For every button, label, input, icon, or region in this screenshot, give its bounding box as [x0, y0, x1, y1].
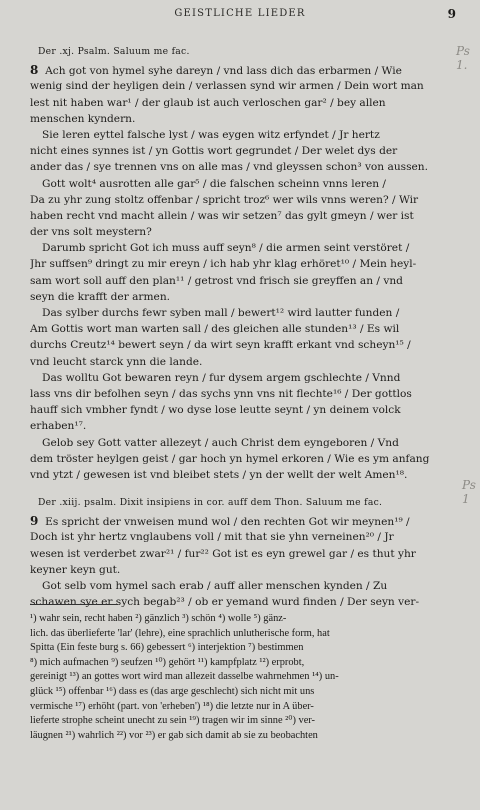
text-line: Gott wolt⁴ ausrotten alle gar⁵ / die falschen scheinn vnns leren /	[42, 177, 386, 190]
text-line: Got selb vom hymel sach erab / auff aller menschen kynden / Zu	[42, 580, 388, 593]
hymn-number: 9	[30, 514, 39, 529]
text-line: Das sylber durchs fewr syben mall / bewert¹² wird lautter funden /	[42, 307, 400, 320]
running-head: GEISTLICHE LIEDER	[174, 8, 306, 19]
text-line: Sie leren eyttel falsche lyst / was eygen witz erfyndet / Jr hertz	[42, 128, 380, 141]
footnote-line: ¹) wahr sein, recht haben ²) gänzlich ³) schön ⁴) wolle ⁵) gänz-	[30, 613, 287, 624]
text-line: seyn die krafft der armen.	[30, 290, 171, 303]
text-line: wesen ist verderbet zwar²¹ / fur²² Got ist es eyn grewel gar / es thut yhr	[30, 547, 416, 560]
footnote-line: lieferte strophe scheint unecht zu sein ¹⁹) tragen wir im sinne ²⁰) ver-	[30, 715, 316, 727]
text-line: Da zu yhr zung stoltz offenbar / spricht troz⁶ wer wils vnns weren? / Wir	[30, 193, 419, 206]
text-line: nicht eines synnes ist / yn Gottis wort gegrundet / Der welet dys der	[30, 145, 398, 158]
text-line: keyner keyn gut.	[30, 563, 121, 576]
footnote-rule	[30, 604, 118, 605]
text-line: schawen sye er sych begab²³ / ob er yemand wurd finden / Der seyn ver-	[30, 596, 420, 609]
text-line: Darumb spricht Got ich muss auff seyn⁸ / die armen seint verstöret /	[42, 242, 410, 255]
text-line: haben recht vnd macht allein / was wir setzen⁷ das gylt gmeyn / wer ist	[30, 209, 414, 222]
footnote-line: gereinigt ¹³) an gottes wort wird man allezeit dasselbe wahrnehmen ¹⁴) un-	[30, 671, 339, 683]
psalm-title: Der .xiij. psalm. Dixit insipiens in cor. auff dem Thon. Saluum me fac.	[38, 497, 383, 509]
hymn-number: 8	[30, 63, 39, 78]
text-line: Doch ist yhr hertz vnglaubens voll / mit that sie yhn verneinen²⁰ / Jr	[30, 531, 394, 544]
footnote-line: läugnen ²¹) wahrlich ²²) vor ²³) er gab sich damit ab sie zu beobachten	[30, 729, 318, 741]
text-line: 8 Ach got von hymel syhe dareyn / vnd lass dich das erbarmen / Wie	[30, 63, 402, 78]
page-header	[0, 8, 480, 24]
psalm-title: Der .xj. Psalm. Saluum me fac.	[38, 46, 190, 57]
text-line: vnd leucht starck ynn die lande.	[30, 355, 203, 368]
text-line: 9 Es spricht der vnweisen mund wol / den rechten Got wir meynen¹⁹ /	[30, 514, 410, 529]
footnote-line: ⁸) mich aufmachen ⁹) seufzen ¹⁰) gehört ¹¹) kampfplatz ¹²) erprobt,	[30, 656, 305, 668]
text-line: hauff sich vmbher fyndt / wo dyse lose leutte seynt / yn deinem volck	[30, 404, 401, 417]
text-line: erhaben¹⁷.	[30, 420, 87, 433]
page-number: 9	[447, 7, 456, 21]
text-line: menschen kyndern.	[30, 112, 136, 125]
text-line: Gelob sey Gott vatter allezeyt / auch Christ dem eyngeboren / Vnd	[42, 436, 399, 449]
text-line: lass vns dir befolhen seyn / das sychs ynn vns nit flechte¹⁶ / Der gottlos	[30, 387, 412, 400]
text-line: ander das / sye trennen vns on alle mas / vnd gleyssen schon³ von aussen.	[30, 161, 428, 174]
footnote-line: glück ¹⁵) offenbar ¹⁶) dass es (das arge geschlecht) sich nicht mit uns	[30, 685, 315, 697]
footnote-line: lich. das überlieferte 'lar' (lehre), eine sprachlich unlutherische form, hat	[30, 627, 330, 639]
text-line: lest nit haben war¹ / der glaub ist auch verloschen gar² / bey allen	[30, 96, 386, 109]
footnotes	[30, 612, 456, 743]
text-line: durchs Creutz¹⁴ bewert seyn / da wirt seyn krafft erkant vnd scheyn¹⁵ /	[30, 339, 411, 352]
margin-note-1: Ps 1.	[456, 44, 470, 72]
text-line: Jhr suffsen⁹ dringt zu mir ereyn / ich hab yhr klag erhöret¹⁰ / Mein heyl-	[30, 258, 417, 271]
footnote-line: vermische ¹⁷) erhöht (part. von 'erheben') ¹⁸) die letzte nur in A über-	[30, 700, 314, 712]
main-text	[30, 44, 456, 610]
text-line: wenig sind der heyligen dein / verlassen synd wir armen / Dein wort man	[30, 80, 424, 93]
text-line: Das wolltu Got bewaren reyn / fur dysem argem gschlechte / Vnnd	[42, 371, 401, 384]
footnote-line: Spitta (Ein feste burg s. 66) gebessert ⁶) interjektion ⁷) bestimmen	[30, 642, 304, 654]
text-line: vnd ytzt / gewesen ist vnd bleibet stets / yn der wellt der welt Amen¹⁸.	[30, 468, 408, 481]
text-line: sam wort soll auff den plan¹¹ / getrost vnd frisch sie greyffen an / vnd	[30, 274, 403, 287]
text-line: der vns solt meystern?	[30, 226, 152, 239]
text-line: Am Gottis wort man warten sall / des gleichen alle stunden¹³ / Es wil	[30, 323, 400, 336]
text-line: dem tröster heylgen geist / gar hoch yn hymel erkoren / Wie es ym anfang	[30, 452, 430, 465]
margin-note-2: Ps 1	[462, 478, 476, 506]
